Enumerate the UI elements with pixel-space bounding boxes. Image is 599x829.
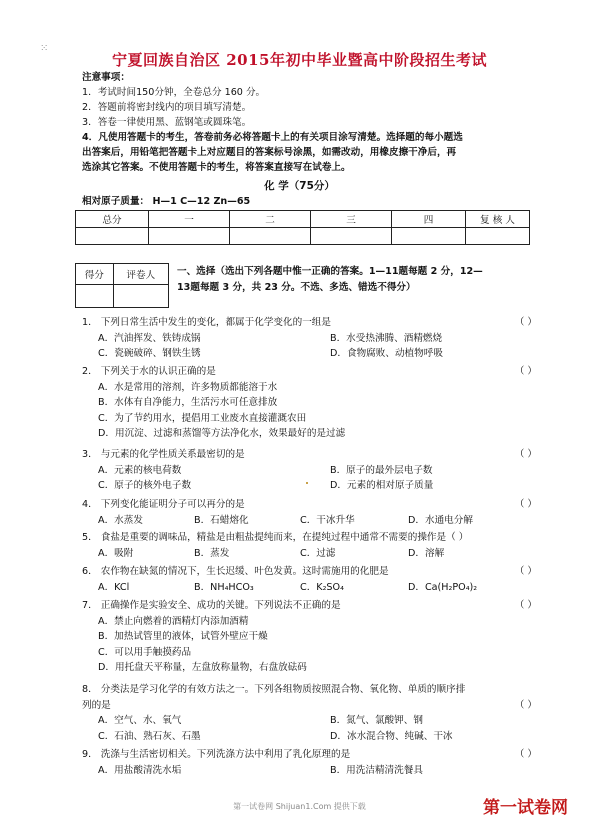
option: D．食物腐败、动植物呼吸 <box>330 348 443 359</box>
question-stem: 5． 食盐是重要的调味品，精盐是由粗盐提纯而来，在提纯过程中通常不需要的操作是（ ） <box>82 532 469 543</box>
question-stem: 2． 下列关于水的认识正确的是 <box>82 366 216 377</box>
question-stem: 7． 正确操作是实验安全、成功的关键。下列说法不正确的是 <box>82 600 341 611</box>
question-stem: 8． 分类法是学习化学的有效方法之一。下列各组物质按照混合物、氧化物、单质的顺序排 <box>82 684 466 695</box>
option: C．干冰升华 <box>300 514 355 526</box>
score-header: 总分 <box>76 211 149 228</box>
note-line: 出答案后，用铅笔把答题卡上对应题目的答案标号涂黑，如需改动，用橡皮擦干净后，再 <box>82 147 457 158</box>
answer-paren: （ ） <box>514 600 537 611</box>
option: A．汽油挥发、铁铸成锅 <box>98 332 201 344</box>
answer-paren: （ ） <box>514 499 537 510</box>
option: D．水通电分解 <box>408 514 473 526</box>
score-cell <box>76 228 149 245</box>
page-footer: 第一试卷网 Shijuan1.Com 提供下载 <box>233 802 366 811</box>
option: A．禁止向燃着的酒精灯内添加酒精 <box>98 615 249 627</box>
score-table-header-row <box>76 211 530 228</box>
question-1 <box>82 315 537 362</box>
score-cell <box>311 228 392 245</box>
answer-paren: （ ） <box>514 699 537 711</box>
section-heading-line: 一、选择（选出下列各题中惟一正确的答案。1—11题每题 2 分，12— <box>177 266 483 277</box>
atomic-masses: 相对原子质量： H—1 C—12 Zn—65 <box>82 196 251 207</box>
stray-dot <box>306 482 308 484</box>
site-logo: 第一试卷网 <box>483 798 568 818</box>
option: D．Ca(H₂PO₄)₂ <box>408 581 478 593</box>
note-line: 4．凡使用答题卡的考生，答卷前务必将答题卡上的有关项目涂写清楚。选择题的每小题选 <box>82 132 463 143</box>
option: B．NH₄HCO₃ <box>194 581 254 593</box>
option: C．K₂SO₄ <box>300 581 344 593</box>
option: B．蒸发 <box>194 547 230 559</box>
question-stem: 6． 农作物在缺氮的情况下，生长迟缓、叶色发黄。这时需施用的化肥是 <box>82 566 389 577</box>
question-3 <box>82 447 537 494</box>
option: D．冰水混合物、纯碱、干冰 <box>330 730 453 742</box>
answer-paren: （ ） <box>514 749 537 760</box>
question-5 <box>82 530 537 561</box>
grader-label: 评卷人 <box>113 264 168 285</box>
subject-heading: 化 学（75分） <box>264 180 335 192</box>
option: C．瓷碗破碎、钢铁生锈 <box>98 348 201 359</box>
section-heading <box>177 264 537 296</box>
option: B．石蜡熔化 <box>194 514 249 526</box>
option: D．用沉淀、过滤和蒸馏等方法净化水，效果最好的是过滤 <box>98 428 346 439</box>
note-line: 选涂其它答案。不使用答题卡的考生，将答案直接写在试卷上。 <box>82 162 351 173</box>
question-6 <box>82 564 537 595</box>
page-title: 宁夏回族自治区 2015年初中毕业暨高中阶段招生考试 <box>112 51 487 69</box>
option: C．为了节约用水，提倡用工业废水直接灌溉农田 <box>98 412 307 424</box>
option: B．水体有自净能力，生活污水可任意排放 <box>98 397 278 408</box>
section-heading-line: 13题每题 3 分，共 23 分。不选、多选、错选不得分） <box>177 282 416 293</box>
score-cell <box>76 285 114 308</box>
question-8 <box>82 682 537 744</box>
option: D．元素的相对原子质量 <box>330 480 434 491</box>
question-stem: 4． 下列变化能证明分子可以再分的是 <box>82 499 245 510</box>
score-header: 三 <box>311 211 392 228</box>
option: A．水蒸发 <box>98 514 143 526</box>
corner-mark: ⁙ <box>40 43 49 54</box>
answer-paren: （ ） <box>514 566 537 577</box>
option: A．空气、水、氧气 <box>98 715 182 726</box>
option: B．原子的最外层电子数 <box>330 464 433 476</box>
score-cell <box>230 228 311 245</box>
option: A．KCl <box>98 581 130 593</box>
option: C．过滤 <box>300 547 336 559</box>
note-line: 3．答卷一律使用黑、蓝钢笔或圆珠笔。 <box>82 117 252 128</box>
grader-cell <box>113 285 168 308</box>
score-header: 二 <box>230 211 311 228</box>
option: A．元素的核电荷数 <box>98 464 182 476</box>
notes-heading: 注意事项： <box>82 72 130 83</box>
option: C．可以用手触摸药品 <box>98 646 192 658</box>
question-2 <box>82 364 537 442</box>
question-7 <box>82 598 537 676</box>
score-cell <box>466 228 530 245</box>
question-4 <box>82 497 537 528</box>
note-line: 2．答题前将密封线内的项目填写清楚。 <box>82 102 252 113</box>
option: A．吸附 <box>98 547 134 559</box>
score-header: 四 <box>392 211 466 228</box>
question-stem-cont: 列的是 <box>82 699 111 711</box>
answer-paren: （ ） <box>514 317 537 328</box>
note-line: 1．考试时间150分钟，全卷总分 160 分。 <box>82 87 266 98</box>
question-9 <box>82 747 537 778</box>
option: A．水是常用的溶剂，许多物质都能溶于水 <box>98 381 278 393</box>
option: B．氮气、氯酸钾、钢 <box>330 715 423 726</box>
question-stem: 1． 下列日常生活中发生的变化，都属于化学变化的一组是 <box>82 317 331 328</box>
answer-paren: （ ） <box>514 449 537 460</box>
grader-table <box>75 263 169 308</box>
option: D．用托盘天平称量，左盘放称量物，右盘放砝码 <box>98 662 307 673</box>
notes-block <box>82 70 532 175</box>
score-cell <box>392 228 466 245</box>
option: A．用盐酸清洗水垢 <box>98 764 182 776</box>
option: B．用洗洁精清洗餐具 <box>330 764 423 776</box>
score-cell <box>149 228 230 245</box>
option: B．水受热沸腾、酒精燃烧 <box>330 332 443 344</box>
score-table <box>75 210 530 245</box>
question-stem: 9． 洗涤与生活密切相关。下列洗涤方法中利用了乳化原理的是 <box>82 749 351 760</box>
score-table-blank-row <box>76 228 530 245</box>
question-stem: 3． 与元素的化学性质关系最密切的是 <box>82 449 245 460</box>
score-header: 复 核 人 <box>466 211 530 228</box>
option: C．石油、熟石灰、石墨 <box>98 730 201 742</box>
score-header: 一 <box>149 211 230 228</box>
option: B．加热试管里的液体，试管外壁应干燥 <box>98 631 268 642</box>
score-label: 得分 <box>76 264 114 285</box>
option: D．溶解 <box>408 547 445 559</box>
answer-paren: （ ） <box>514 366 537 377</box>
option: C．原子的核外电子数 <box>98 480 192 491</box>
